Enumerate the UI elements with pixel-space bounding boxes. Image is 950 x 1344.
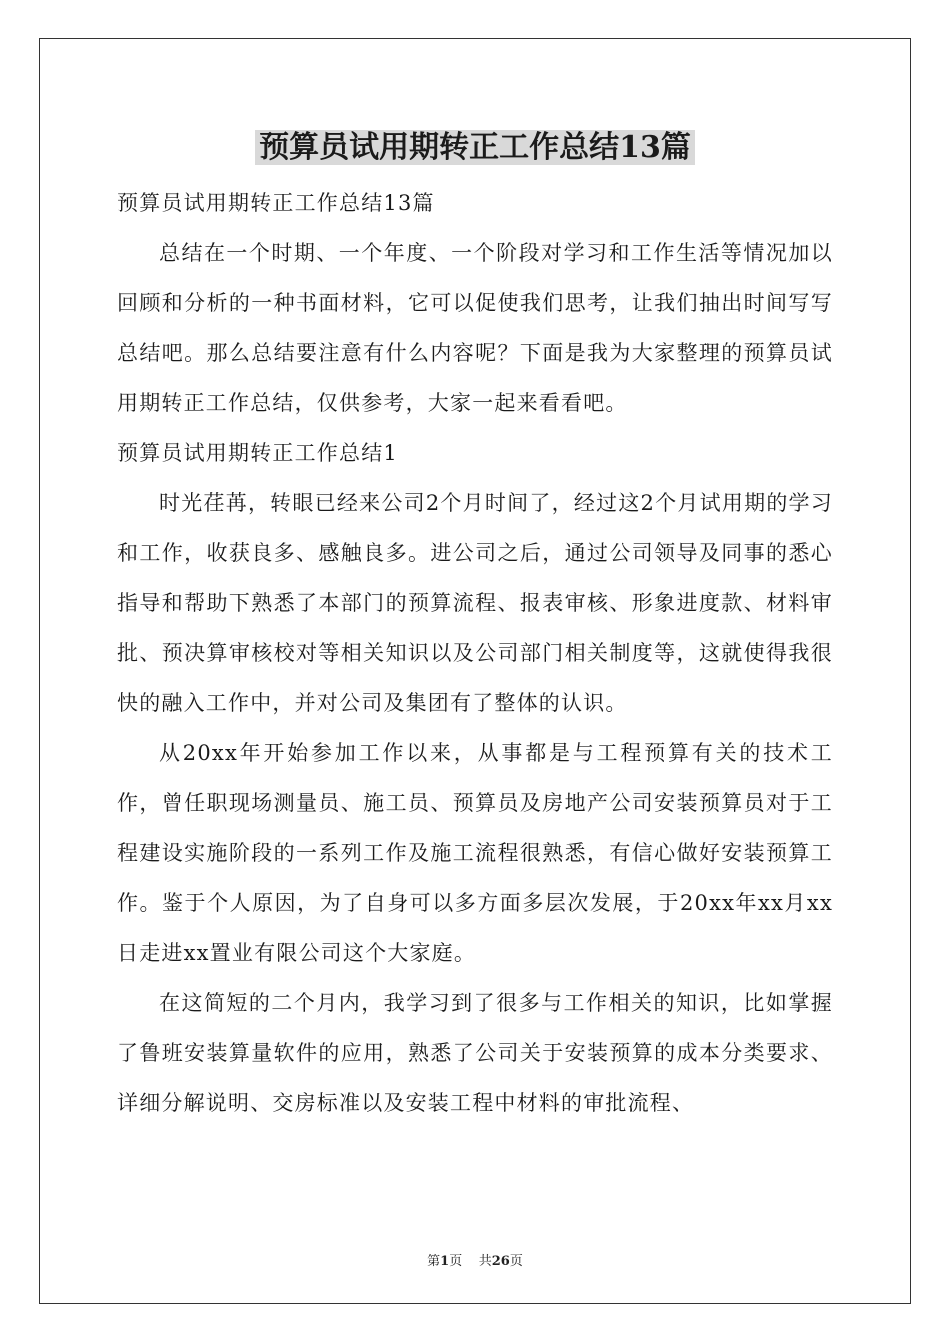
page-suffix: 页	[509, 1254, 523, 1269]
subtitle-paragraph: 预算员试用期转正工作总结13篇	[117, 191, 435, 215]
document-title-text: 预算员试用期转正工作总结13篇	[255, 130, 695, 165]
body-paragraph: 在这简短的二个月内，我学习到了很多与工作相关的知识，比如掌握了鲁班安装算量软件的应用，熟悉了公司关于安装预算的成本分类要求、详细分解说明、交房标准以及安装工程中材料的审批流程、	[117, 991, 833, 1115]
body-paragraph: 从20xx年开始参加工作以来，从事都是与工程预算有关的技术工作，曾任职现场测量员、施工员、预算员及房地产公司安装预算员对于工程建设实施阶段的一系列工作及施工流程很熟悉，有信心做好安装预算工作。鉴于个人原因，为了自身可以多方面多层次发展，于20xx年xx月xx日走进xx置业有限公司这个大家庭。	[117, 741, 833, 965]
page-prefix: 第	[427, 1254, 441, 1269]
page-footer	[0, 1250, 950, 1269]
intro-paragraph: 总结在一个时期、一个年度、一个阶段对学习和工作生活等情况加以回顾和分析的一种书面材料，它可以促使我们思考，让我们抽出时间写写总结吧。那么总结要注意有什么内容呢？下面是我为大家整理的预算员试用期转正工作总结，仅供参考，大家一起来看看吧。	[117, 241, 833, 415]
section-heading: 预算员试用期转正工作总结1	[117, 441, 398, 465]
page-total: 26	[491, 1254, 510, 1269]
document-title	[0, 128, 950, 168]
page-current: 1	[440, 1254, 450, 1269]
body-paragraph: 时光荏苒，转眼已经来公司2个月时间了，经过这2个月试用期的学习和工作，收获良多、感触良多。进公司之后，通过公司领导及同事的悉心指导和帮助下熟悉了本部门的预算流程、报表审核、形象进度款、材料审批、预决算审核校对等相关知识以及公司部门相关制度等，这就使得我很快的融入工作中，并对公司及集团有了整体的认识。	[117, 491, 833, 715]
document-body	[117, 178, 833, 1128]
page-mid: 页 共	[449, 1254, 492, 1269]
